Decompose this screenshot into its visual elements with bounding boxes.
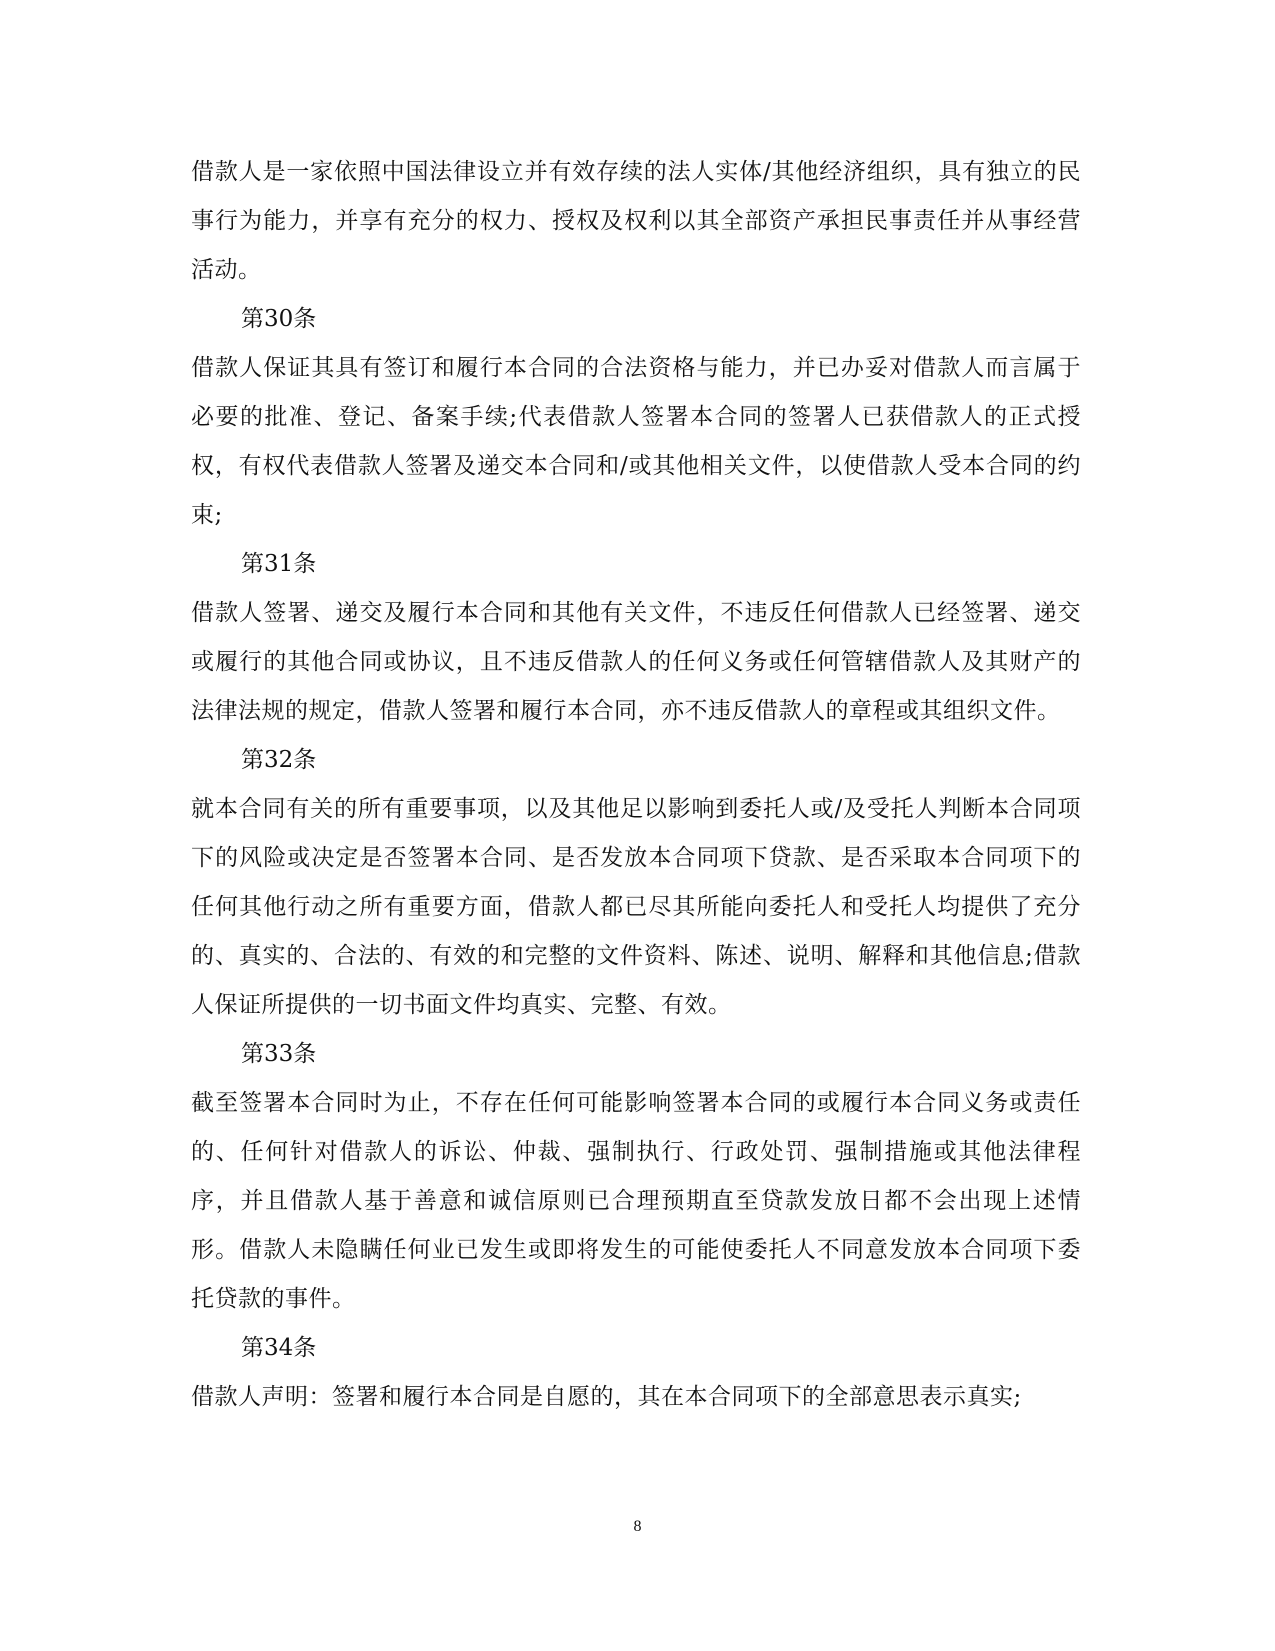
paragraph: 借款人是一家依照中国法律设立并有效存续的法人实体/其他经济组织，具有独立的民事行为能力，并享有充分的权力、授权及权利以其全部资产承担民事责任并从事经营活动。 [191, 159, 1081, 283]
page-number: 8 [633, 1518, 642, 1535]
article-heading: 第31条 [241, 551, 317, 577]
paragraph: 借款人声明：签署和履行本合同是自愿的，其在本合同项下的全部意思表示真实; [191, 1384, 1022, 1410]
document-body [191, 148, 1081, 1422]
paragraph: 就本合同有关的所有重要事项，以及其他足以影响到委托人或/及受托人判断本合同项下的风险或决定是否签署本合同、是否发放本合同项下贷款、是否采取本合同项下的任何其他行动之所有重要方面，借款人都已尽其所能向委托人和受托人均提供了充分的、真实的、合法的、有效的和完整的文件资料、陈述、说明、解释和其他信息;借款人保证所提供的一切书面文件均真实、完整、有效。 [191, 796, 1081, 1018]
paragraph: 借款人保证其具有签订和履行本合同的合法资格与能力，并已办妥对借款人而言属于必要的批准、登记、备案手续;代表借款人签署本合同的签署人已获借款人的正式授权，有权代表借款人签署及递交本合同和/或其他相关文件，以使借款人受本合同的约束; [191, 355, 1081, 528]
paragraph: 借款人签署、递交及履行本合同和其他有关文件，不违反任何借款人已经签署、递交或履行的其他合同或协议，且不违反借款人的任何义务或任何管辖借款人及其财产的法律法规的规定，借款人签署和履行本合同，亦不违反借款人的章程或其组织文件。 [191, 600, 1081, 724]
article-heading: 第30条 [241, 306, 317, 332]
article-heading: 第34条 [241, 1335, 317, 1361]
paragraph: 截至签署本合同时为止，不存在任何可能影响签署本合同的或履行本合同义务或责任的、任何针对借款人的诉讼、仲裁、强制执行、行政处罚、强制措施或其他法律程序，并且借款人基于善意和诚信原则已合理预期直至贷款发放日都不会出现上述情形。借款人未隐瞒任何业已发生或即将发生的可能使委托人不同意发放本合同项下委托贷款的事件。 [191, 1090, 1081, 1312]
article-heading: 第32条 [241, 747, 317, 773]
article-heading: 第33条 [241, 1041, 317, 1067]
